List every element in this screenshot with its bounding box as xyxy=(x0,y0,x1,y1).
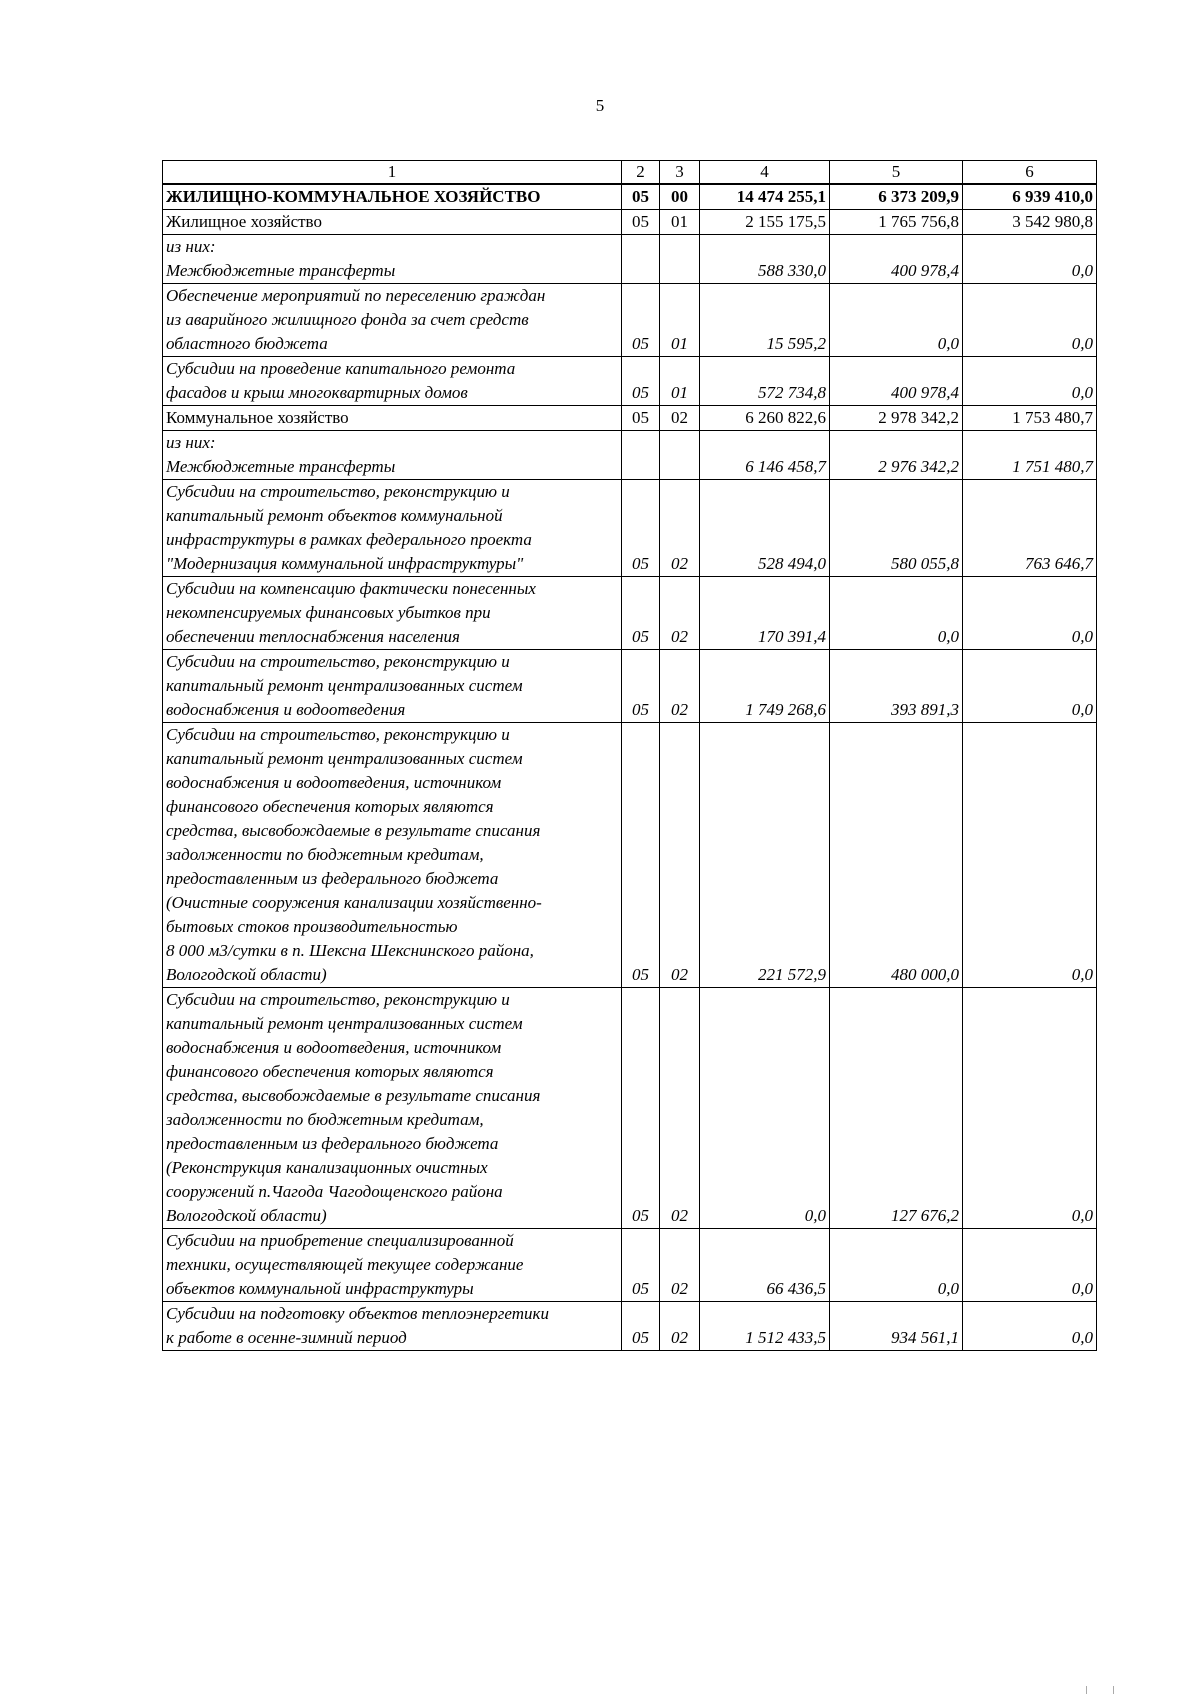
row-section: 05 xyxy=(622,577,660,650)
table-row xyxy=(163,406,1097,431)
table-row xyxy=(163,357,1097,406)
row-value-4: 15 595,2 xyxy=(700,284,830,357)
budget-table xyxy=(162,160,1097,1351)
table-row xyxy=(163,577,1097,650)
row-value-6: 0,0 xyxy=(963,577,1097,650)
row-value-6: 763 646,7 xyxy=(963,480,1097,577)
row-value-4: 14 474 255,1 xyxy=(700,184,830,210)
row-section xyxy=(622,235,660,284)
row-value-6: 0,0 xyxy=(963,650,1097,723)
row-value-5: 480 000,0 xyxy=(830,723,963,988)
row-subsection: 00 xyxy=(660,184,700,210)
row-value-6: 1 753 480,7 xyxy=(963,406,1097,431)
row-value-5: 2 978 342,2 xyxy=(830,406,963,431)
row-subsection: 01 xyxy=(660,357,700,406)
row-value-5: 400 978,4 xyxy=(830,357,963,406)
header-col-3: 3 xyxy=(660,161,700,185)
row-value-4: 170 391,4 xyxy=(700,577,830,650)
row-subsection: 01 xyxy=(660,284,700,357)
row-section: 05 xyxy=(622,1302,660,1351)
row-subsection: 02 xyxy=(660,406,700,431)
row-subsection xyxy=(660,431,700,480)
header-col-6: 6 xyxy=(963,161,1097,185)
table-row xyxy=(163,210,1097,235)
row-name: Жилищное хозяйство xyxy=(163,210,622,235)
row-name: Коммунальное хозяйство xyxy=(163,406,622,431)
row-value-5: 0,0 xyxy=(830,284,963,357)
row-section: 05 xyxy=(622,406,660,431)
table-row xyxy=(163,1229,1097,1302)
row-subsection: 02 xyxy=(660,480,700,577)
table-row xyxy=(163,284,1097,357)
row-section: 05 xyxy=(622,357,660,406)
row-value-5: 580 055,8 xyxy=(830,480,963,577)
row-subsection xyxy=(660,235,700,284)
row-value-6: 0,0 xyxy=(963,1302,1097,1351)
row-value-6: 0,0 xyxy=(963,235,1097,284)
row-name: ЖИЛИЩНО-КОММУНАЛЬНОЕ ХОЗЯЙСТВО xyxy=(163,184,622,210)
row-subsection: 01 xyxy=(660,210,700,235)
row-value-4: 1 512 433,5 xyxy=(700,1302,830,1351)
header-col-4: 4 xyxy=(700,161,830,185)
row-name: из них: Межбюджетные трансферты xyxy=(163,235,622,284)
header-col-5: 5 xyxy=(830,161,963,185)
row-subsection: 02 xyxy=(660,577,700,650)
row-subsection: 02 xyxy=(660,723,700,988)
row-value-5: 127 676,2 xyxy=(830,988,963,1229)
table-row xyxy=(163,235,1097,284)
row-value-6: 0,0 xyxy=(963,723,1097,988)
row-value-5: 393 891,3 xyxy=(830,650,963,723)
row-value-5: 0,0 xyxy=(830,1229,963,1302)
row-subsection: 02 xyxy=(660,650,700,723)
row-value-4: 66 436,5 xyxy=(700,1229,830,1302)
row-section: 05 xyxy=(622,210,660,235)
row-value-6: 6 939 410,0 xyxy=(963,184,1097,210)
row-value-4: 588 330,0 xyxy=(700,235,830,284)
row-section: 05 xyxy=(622,1229,660,1302)
header-col-1: 1 xyxy=(163,161,622,185)
page-number: 5 xyxy=(595,96,605,115)
row-value-5: 934 561,1 xyxy=(830,1302,963,1351)
table-row xyxy=(163,988,1097,1229)
row-value-5: 1 765 756,8 xyxy=(830,210,963,235)
row-value-5: 2 976 342,2 xyxy=(830,431,963,480)
row-value-6: 0,0 xyxy=(963,988,1097,1229)
row-value-6: 0,0 xyxy=(963,1229,1097,1302)
row-value-5: 400 978,4 xyxy=(830,235,963,284)
row-value-5: 0,0 xyxy=(830,577,963,650)
table-row xyxy=(163,650,1097,723)
row-section: 05 xyxy=(622,480,660,577)
row-name: Субсидии на строительство, реконструкцию и капитальный ремонт объектов коммунальной инфраструктуры в рамках федерального проекта "Модернизация коммунальной инфраструктуры" xyxy=(163,480,622,577)
row-value-4: 1 749 268,6 xyxy=(700,650,830,723)
header-row xyxy=(163,161,1097,185)
row-name: Субсидии на приобретение специализированной техники, осуществляющей текущее содержание объектов коммунальной инфраструктуры xyxy=(163,1229,622,1302)
table-row xyxy=(163,431,1097,480)
row-name: Обеспечение мероприятий по переселению граждан из аварийного жилищного фонда за счет средств областного бюджета xyxy=(163,284,622,357)
header-col-2: 2 xyxy=(622,161,660,185)
row-section: 05 xyxy=(622,284,660,357)
table-row xyxy=(163,1302,1097,1351)
row-value-4: 221 572,9 xyxy=(700,723,830,988)
row-value-6: 1 751 480,7 xyxy=(963,431,1097,480)
row-name: Субсидии на компенсацию фактически понесенных некомпенсируемых финансовых убытков при обеспечении теплоснабжения населения xyxy=(163,577,622,650)
row-subsection: 02 xyxy=(660,1229,700,1302)
row-value-4: 6 260 822,6 xyxy=(700,406,830,431)
row-value-4: 528 494,0 xyxy=(700,480,830,577)
row-section xyxy=(622,431,660,480)
row-value-5: 6 373 209,9 xyxy=(830,184,963,210)
row-value-6: 0,0 xyxy=(963,284,1097,357)
scan-edge-mark xyxy=(1086,1686,1114,1694)
row-section: 05 xyxy=(622,988,660,1229)
row-name: Субсидии на строительство, реконструкцию и капитальный ремонт централизованных систем водоснабжения и водоотведения, источником финансового обеспечения которых являются средства, высвобождаемые в результате списания задолженности по бюджетным кредитам, предоставленным из федерального бюджета (Очистные сооружения канализации хозяйственно- бытовых стоков производительностью 8 000 м3/сутки в п. Шексна Шекснинского района, Вологодской области) xyxy=(163,723,622,988)
table-row xyxy=(163,480,1097,577)
row-subsection: 02 xyxy=(660,988,700,1229)
row-value-4: 6 146 458,7 xyxy=(700,431,830,480)
row-name: Субсидии на проведение капитального ремонта фасадов и крыш многоквартирных домов xyxy=(163,357,622,406)
row-section: 05 xyxy=(622,650,660,723)
row-name: Субсидии на строительство, реконструкцию и капитальный ремонт централизованных систем водоснабжения и водоотведения, источником финансового обеспечения которых являются средства, высвобождаемые в результате списания задолженности по бюджетным кредитам, предоставленным из федерального бюджета (Реконструкция канализационных очистных сооружений п.Чагода Чагодощенского района Вологодской области) xyxy=(163,988,622,1229)
row-name: Субсидии на подготовку объектов теплоэнергетики к работе в осенне-зимний период xyxy=(163,1302,622,1351)
row-name: из них: Межбюджетные трансферты xyxy=(163,431,622,480)
table-row xyxy=(163,723,1097,988)
row-value-6: 0,0 xyxy=(963,357,1097,406)
row-value-4: 572 734,8 xyxy=(700,357,830,406)
row-value-4: 2 155 175,5 xyxy=(700,210,830,235)
table-row xyxy=(163,184,1097,210)
row-subsection: 02 xyxy=(660,1302,700,1351)
row-value-4: 0,0 xyxy=(700,988,830,1229)
row-section: 05 xyxy=(622,723,660,988)
row-name: Субсидии на строительство, реконструкцию и капитальный ремонт централизованных систем водоснабжения и водоотведения xyxy=(163,650,622,723)
row-section: 05 xyxy=(622,184,660,210)
row-value-6: 3 542 980,8 xyxy=(963,210,1097,235)
